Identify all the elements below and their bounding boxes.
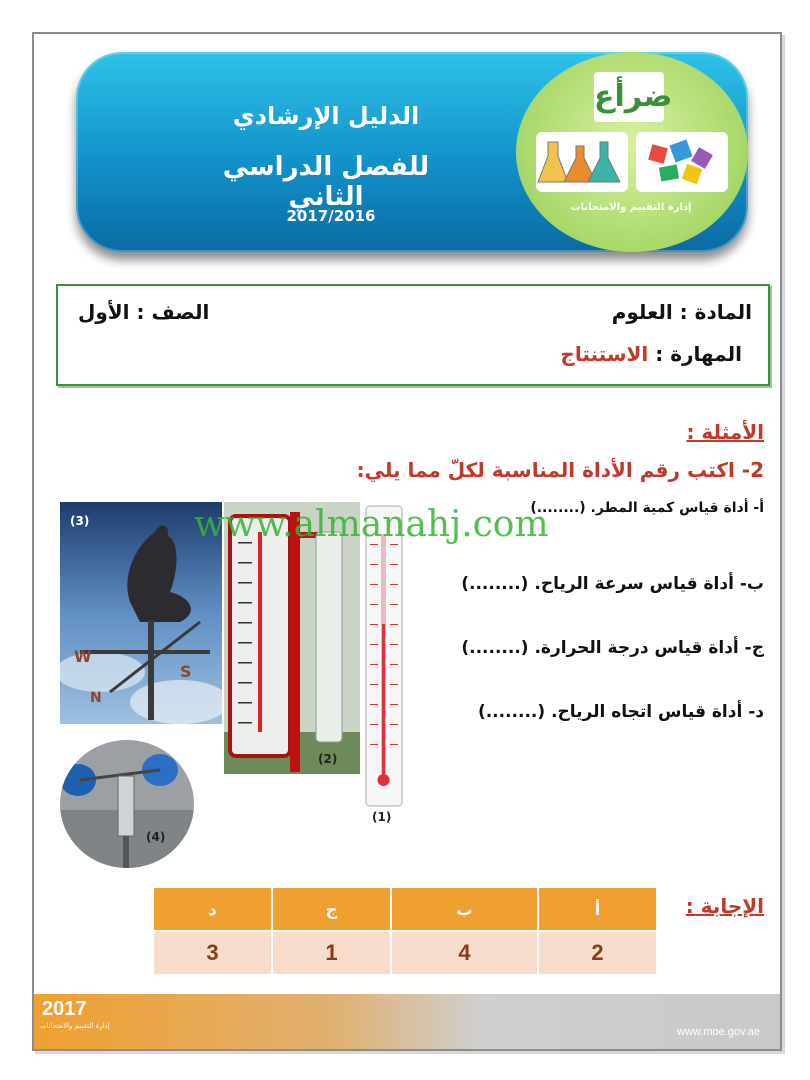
answer-header-b: ب [391, 887, 538, 931]
question-item-b: ب- أداة قياس سرعة الرياح. (........) [461, 574, 764, 594]
rain-gauge-label: (2) [318, 752, 338, 766]
svg-text:N: N [90, 690, 102, 706]
footer-strip [34, 994, 780, 1049]
wind-vane-label: (3) [70, 514, 90, 528]
question-item-c: ج- أداة قياس درجة الحرارة. (........) [461, 638, 764, 658]
answer-value-a: 2 [538, 931, 657, 975]
answer-heading: الإجابة : [685, 894, 764, 918]
grade-label: الصف : الأول [78, 300, 210, 324]
banner-year: 2017/2016 [286, 207, 376, 225]
footer-dept: إدارة التقييم والامتحانات [40, 1022, 110, 1030]
footer-year: 2017 [42, 998, 87, 1020]
subject-label: المادة : العلوم [611, 300, 752, 324]
footer-url[interactable]: www.moe.gov.ae [677, 1026, 760, 1038]
subject-info-box [56, 284, 770, 386]
question-item-a: أ- أداة قياس كمية المطر. (........) [530, 500, 764, 516]
lab-flasks-icon [536, 132, 628, 192]
colorful-shapes-icon [636, 132, 728, 192]
answer-value-row [153, 931, 657, 975]
answer-header-d: د [153, 887, 272, 931]
svg-text:W: W [74, 647, 92, 666]
examples-heading: الأمثلة : [686, 420, 764, 444]
skill-label [560, 342, 742, 366]
question-text: 2- اكتب رقم الأداة المناسبة لكلّ مما يلي: [356, 458, 764, 482]
thermometer-label: (1) [372, 810, 392, 824]
logo-caption: إدارة التقييم والامتحانات [570, 202, 692, 213]
skill-prefix: المهارة : [648, 342, 742, 366]
watermark: www.almanahj.com [194, 504, 549, 545]
answer-value-b: 4 [391, 931, 538, 975]
svg-text:S: S [180, 662, 192, 681]
anemometer-image [60, 740, 194, 868]
page-frame [32, 32, 782, 1051]
answer-table [152, 886, 658, 976]
ministry-logo [516, 52, 748, 252]
answer-value-c: 1 [272, 931, 391, 975]
anemometer-label: (4) [146, 830, 166, 844]
answer-header-a: أ [538, 887, 657, 931]
banner-title-line2: للفصل الدراسي الثاني [222, 152, 430, 212]
thermometer-image [362, 504, 406, 834]
answer-value-d: 3 [153, 931, 272, 975]
question-item-d: د- أداة قياس اتجاه الرياح. (........) [477, 702, 764, 722]
logo-wordmark: ضرأع [594, 72, 664, 122]
skill-value: الاستنتاج [560, 342, 649, 366]
answer-header-row [153, 887, 657, 931]
answer-header-c: ج [272, 887, 391, 931]
header-banner [76, 52, 748, 252]
banner-title-line1: الدليل الإرشادي [232, 102, 420, 130]
